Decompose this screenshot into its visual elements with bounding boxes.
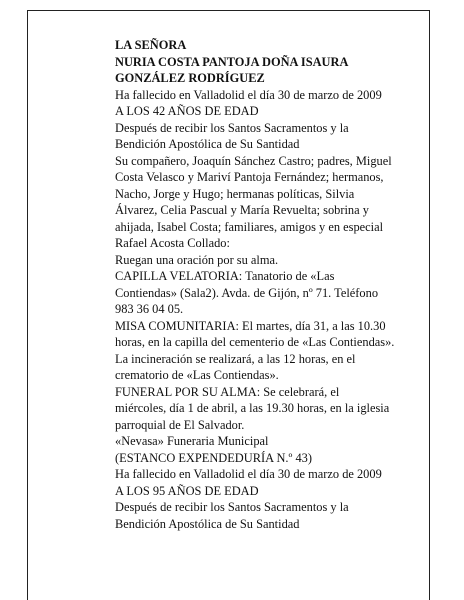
family-line-6: Rafael Acosta Collado: [115, 236, 230, 250]
death-place-date: Ha fallecido en Valladolid el día 30 de marzo de 2009 [115, 87, 382, 102]
family-line-1: Su compañero, Joaquín Sánchez Castro; padres, Miguel [115, 153, 392, 168]
wake-line-2: Contiendas» (Sala2). Avda. de Gijón, nº 71. Teléfono [115, 285, 379, 300]
family-line-3: Nacho, Jorge y Hugo; hermanas políticas, Silvia [115, 186, 355, 201]
funeral-home: «Nevasa» Funeraria Municipal [115, 434, 269, 448]
funeral-line-3: parroquial de El Salvador. [115, 417, 245, 432]
prayer-request: Ruegan una oración por su alma. [115, 252, 279, 267]
mass-line-2: horas, en la capilla del cementerio de «Las Contiendas». [115, 335, 395, 349]
sacraments-line-1: Después de recibir los Santos Sacramentos y la [115, 120, 349, 135]
cremation-line-1: La incineración se realizará, a las 12 horas, en el [115, 351, 356, 366]
age-line: A LOS 42 AÑOS DE EDAD [115, 104, 259, 118]
family-line-5: ahijada, Isabel Costa; familiares, amigos y en especial [115, 219, 384, 234]
funeral-line-1: FUNERAL POR SU ALMA: Se celebrará, el [115, 384, 340, 399]
deceased-name-line-1: NURIA COSTA PANTOJA DOÑA ISAURA [115, 54, 349, 69]
next-sacraments-line-1: Después de recibir los Santos Sacramentos y la [115, 500, 349, 514]
family-line-4: Álvarez, Celia Pascual y María Revuelta; sobrina y [115, 203, 369, 217]
mass-line-1: MISA COMUNITARIA: El martes, día 31, a las 10.30 [115, 318, 386, 333]
next-death-place-date: Ha fallecido en Valladolid el día 30 de marzo de 2009 [115, 467, 382, 481]
family-line-2: Costa Velasco y Mariví Pantoja Fernández; hermanos, [115, 170, 384, 184]
funeral-line-2: miércoles, día 1 de abril, a las 19.30 horas, en la iglesia [115, 401, 390, 415]
next-sacraments-line-2: Bendición Apostólica de Su Santidad [115, 516, 300, 531]
deceased-name-line-2: GONZÁLEZ RODRÍGUEZ [115, 71, 265, 85]
next-age-line: A LOS 95 AÑOS DE EDAD [115, 483, 259, 498]
next-notice-header: (ESTANCO EXPENDEDURÍA N.º 43) [115, 450, 312, 465]
obituary-notice [115, 37, 433, 532]
cremation-line-2: crematorio de «Las Contiendas». [115, 368, 279, 382]
sacraments-line-2: Bendición Apostólica de Su Santidad [115, 137, 300, 151]
notice-heading: LA SEÑORA [115, 38, 187, 52]
wake-line-1: CAPILLA VELATORIA: Tanatorio de «Las [115, 269, 335, 283]
wake-phone: 983 36 04 05. [115, 302, 184, 316]
